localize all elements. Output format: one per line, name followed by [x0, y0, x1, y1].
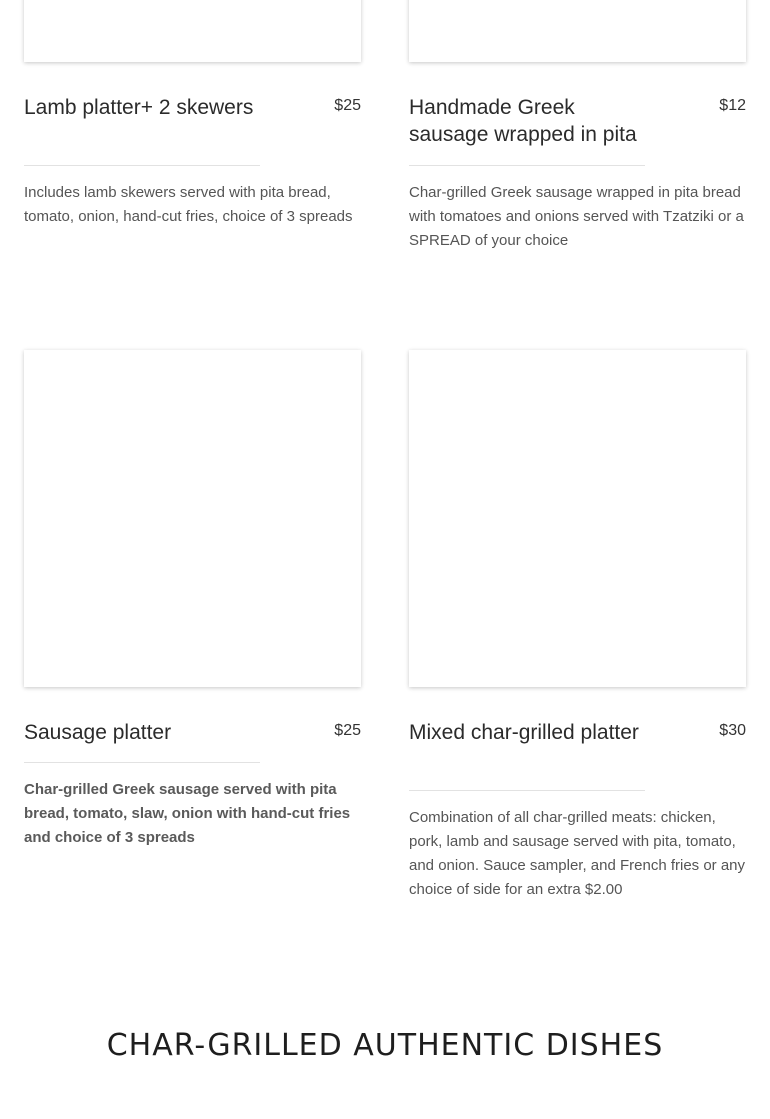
menu-item-image[interactable] [409, 0, 746, 62]
menu-item-divider [409, 165, 645, 166]
menu-item-divider [409, 790, 645, 791]
menu-item-price: $25 [334, 722, 361, 739]
menu-item-description: Char-grilled Greek sausage served with pita bread, tomato, slaw, onion with hand-cut fries and choice of 3 spreads [24, 781, 351, 846]
menu-item-image[interactable] [24, 350, 361, 687]
menu-item-name: Handmade Greek sausage wrapped in pita [409, 96, 637, 146]
menu-item-description: Combination of all char-grilled meats: chicken, pork, lamb and sausage served with pita, tomato, and onion. Sauce sampler, and French fries or any choice of side for an extra $2.00 [409, 809, 746, 898]
menu-item-name: Sausage platter [24, 721, 172, 744]
menu-item-price: $12 [719, 97, 746, 114]
menu-item-image[interactable] [409, 350, 746, 687]
menu-item-description: Char-grilled Greek sausage wrapped in pita bread with tomatoes and onions served with Tzatziki or a SPREAD of your choice [409, 184, 744, 249]
menu-item-divider [24, 762, 260, 763]
menu-item-image[interactable] [24, 0, 361, 62]
section-heading: CHAR-GRILLED AUTHENTIC DISHES [106, 1028, 664, 1063]
menu-item-name: Lamb platter+ 2 skewers [24, 96, 254, 119]
menu-item-divider [24, 165, 260, 166]
menu-item-price: $30 [719, 722, 746, 739]
menu-item-name: Mixed char-grilled platter [409, 721, 639, 744]
menu-item-price: $25 [334, 97, 361, 114]
menu-item-description: Includes lamb skewers served with pita bread, tomato, onion, hand-cut fries, choice of 3 spreads [24, 184, 353, 225]
